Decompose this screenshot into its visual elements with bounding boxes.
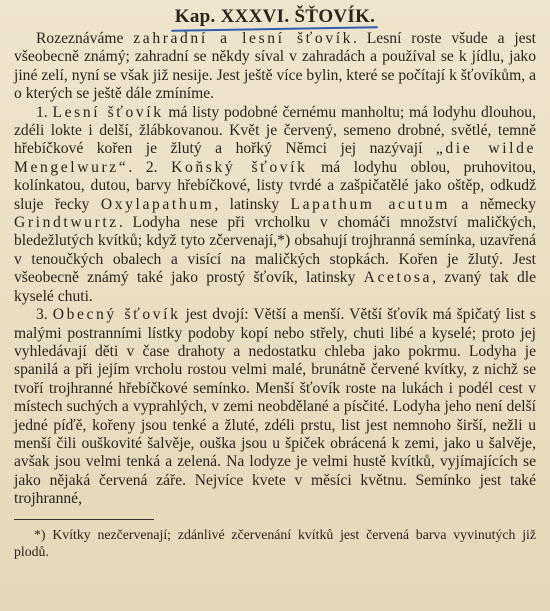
text-run: . Lodyha nese při vrcholku v chomáči množství maličkých, bledežlutých kvítků; když tyto zčervenají,*) obsahují trojhranná semínka, uzavřená v tenoučkých obalech a visící na maličkých stopkách. Kořen je žlutý. Jest všeobecně známý také jako prostý šťovík, latinsky (14, 214, 536, 287)
spaced-term: Acetosa (363, 269, 433, 287)
spaced-term: Grindtwurtz (14, 214, 119, 232)
chapter-title (14, 6, 536, 28)
spaced-term: „die wilde Mengelwurz“ (14, 140, 536, 176)
spaced-term: Lesní šťovík (52, 103, 164, 121)
text-run: má lodyhu oblou, pruhovitou, kolínkatou, dutou, barvy hřebíčkové, listy tvrdé a zašpičatělé jako oštěp, odkudž sluje řecky (14, 158, 537, 213)
text-run: jest dvojí: Větší a menší. Větší šťovík má špičatý list s malými postranními lístky podoby kopí nebo střely, chuti libé a kyselé; proto jej vyhledávají děti v čase drahoty a nedostatku chleba jako pokrmu. Lodyha je spanilá a při jejím vrcholu rostou velmi malé, brunátně červené kvítky, z nichž se tvoří trojhranné hřebíčkové semínko. Menší šťovík roste na lukách i podél cest v místech suchých a vyprahlých, v zemi neobdělané a písčité. Lodyha jeho není delší jedné píďě, kořeny jsou tenké a žluté, zdéli prstu, list jest nemnoho širší, nežli u menší čili ouškovité šalvěje, ouška jsou u špiček obrácená k zemi, jako u šalvěje, avšak jsou velmi tenká a zelená. Na lodyze je velmi hustě kvítků, vyjímajících se jako nějaká červená záře. Nejvíce kvete v měsíci květnu. Semínko jest také trojhranné, (14, 306, 537, 508)
text-run: 1. (36, 103, 53, 121)
text-run: má listy podobné černému manholtu; má lodyhu dlouhou, zdéli lokte i delší, žlábkovanou. Květ je červený, semeno drobné, světlé, temně hřebíčkové kořen je žlutý a hořký Němci jej nazývají (14, 103, 536, 158)
footnote: *) Kvítky nezčervenají; zdánlivé zčervenání kvítků jest červená barva vyvinutých již plodů. (14, 526, 536, 559)
spaced-term: Oxylapathum (100, 195, 215, 213)
text-run: 3. (36, 306, 53, 324)
footnote-rule (14, 519, 154, 520)
chapter-title-text: Kap. XXXVI. ŠŤOVÍK. (174, 6, 376, 27)
chapter-body (14, 30, 536, 509)
text-run: , latinsky (214, 195, 291, 213)
intro-paragraph (14, 30, 536, 104)
text-run: . 2. (128, 158, 172, 176)
spaced-term: Lapathum acutum (290, 195, 450, 213)
text-run: a německy (449, 195, 536, 213)
spaced-term: Koňský šťovík (171, 158, 308, 176)
paragraph-3 (14, 306, 536, 508)
paragraph-1-2 (14, 104, 536, 306)
text-run: Rozeznáváme (36, 30, 134, 47)
text-run: . Lesní roste všude a jest všeobecně známý; zahradní se někdy síval v zahradách a používal se k jídlu, jako jiné zelí, nyní se však již nesije. Jest ještě více bylin, které se počítají k šťovíkům, a o kterých se ještě dále zmíníme. (14, 30, 536, 103)
spaced-term: Obecný šťovík (52, 306, 181, 324)
text-run: , zvaný tak dle kyselé chuti. (14, 269, 536, 305)
spaced-term: zahradní a lesní šťovík (133, 30, 354, 47)
